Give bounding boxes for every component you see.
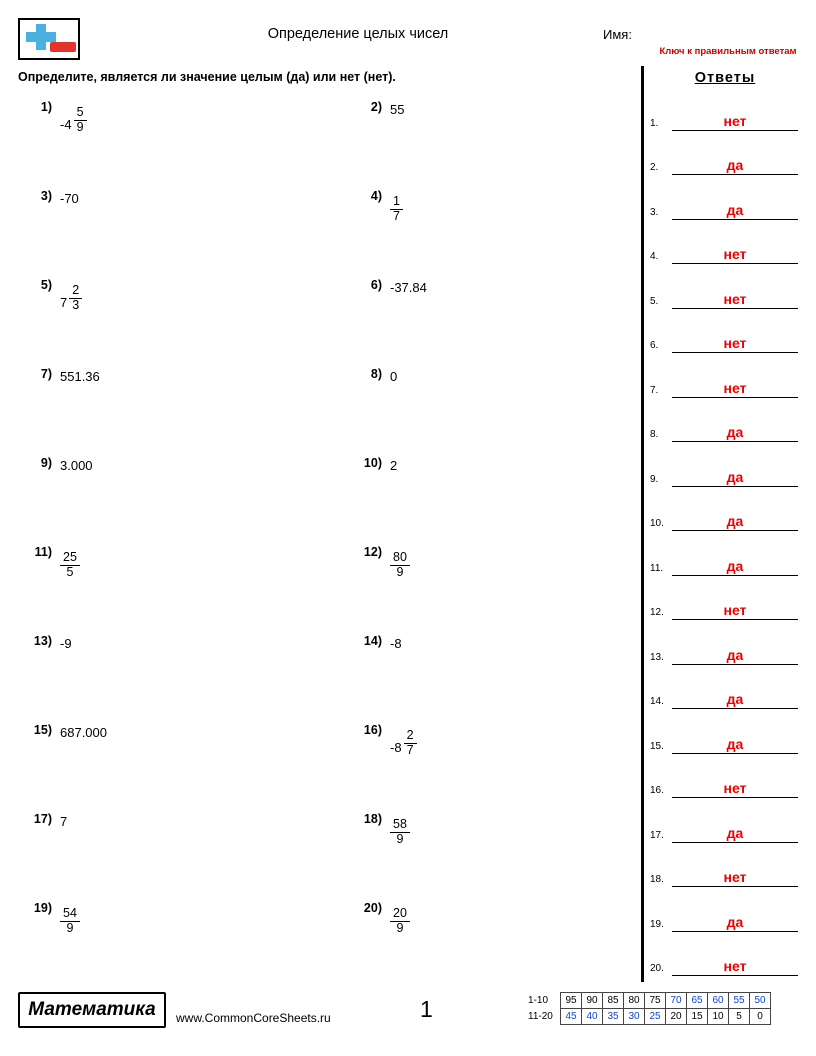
- fraction: [69, 284, 82, 312]
- logo-red-bar: [50, 42, 76, 52]
- problem-value: [60, 907, 80, 935]
- answer-index: 20.: [650, 963, 664, 974]
- answer-index: 3.: [650, 206, 659, 218]
- problem-value: -37.84: [390, 280, 427, 295]
- answer-value: да: [726, 424, 744, 440]
- problem-item: [348, 897, 628, 986]
- answer-value: да: [726, 513, 744, 529]
- fraction: [390, 907, 410, 935]
- answer-value: нет: [723, 335, 747, 351]
- answer-row: [650, 309, 800, 354]
- fraction-denominator: 9: [66, 920, 74, 935]
- score-cell: 75: [645, 993, 666, 1009]
- fraction-numerator: 80: [390, 551, 410, 566]
- fraction-denominator: 9: [396, 831, 404, 846]
- answer-index: 18.: [650, 874, 664, 885]
- problem-number: 17): [33, 812, 52, 826]
- problem-number: 8): [370, 367, 382, 381]
- problem-number: 7): [40, 367, 52, 381]
- answers-panel: [650, 66, 800, 976]
- score-row: [528, 993, 771, 1009]
- problem-number: 4): [370, 189, 382, 203]
- vertical-divider: [641, 66, 644, 982]
- fraction: [390, 818, 410, 846]
- problem-number: 3): [40, 189, 52, 203]
- problem-item: [348, 630, 628, 719]
- problem-value: -9: [60, 636, 72, 651]
- score-cell: 45: [561, 1009, 582, 1025]
- problem-number: 1): [40, 100, 52, 114]
- answer-index: 2.: [650, 162, 659, 173]
- answer-row: [650, 353, 800, 398]
- answer-index: 1.: [650, 117, 659, 129]
- problem-item: [18, 541, 298, 630]
- problem-value: 0: [390, 369, 398, 384]
- answer-row: [650, 843, 800, 888]
- answer-value: нет: [723, 379, 747, 396]
- answer-index: 8.: [650, 429, 659, 440]
- answer-row: [650, 665, 800, 710]
- answer-row: [650, 620, 800, 665]
- score-cell: 95: [561, 993, 582, 1009]
- logo-plus-horizontal-bar: [26, 32, 56, 42]
- problem-item: [348, 452, 628, 541]
- answer-row: [650, 220, 800, 265]
- fraction-denominator: 9: [76, 119, 84, 134]
- problem-item: [18, 274, 298, 363]
- answer-index: 6.: [650, 340, 659, 351]
- answer-index: 5.: [650, 295, 659, 307]
- answers-title: Ответы: [694, 70, 756, 86]
- problem-item: [18, 719, 298, 808]
- mixed-whole-part: 7: [60, 294, 68, 310]
- answer-row: [650, 754, 800, 799]
- math-plus-logo-icon: [18, 18, 80, 60]
- answer-value: нет: [723, 869, 747, 885]
- problem-value: [390, 907, 410, 935]
- problem-item: [348, 808, 628, 897]
- fraction-denominator: 7: [406, 742, 414, 757]
- problem-number: 5): [40, 278, 52, 292]
- answer-value: нет: [723, 958, 747, 974]
- problem-number: 19): [33, 901, 52, 915]
- problem-number: 11): [34, 545, 52, 559]
- problem-number: 20): [363, 901, 382, 915]
- answer-index: 14.: [650, 696, 664, 707]
- answer-value: нет: [723, 780, 747, 796]
- score-cell: 50: [750, 993, 771, 1009]
- problem-number: 15): [33, 723, 52, 737]
- problem-number: 2): [370, 100, 382, 114]
- score-table: [528, 992, 771, 1025]
- score-cell: 10: [708, 1009, 729, 1025]
- problem-item: [348, 719, 628, 808]
- score-cell: 90: [582, 993, 603, 1009]
- answer-value: да: [726, 557, 744, 574]
- fraction-numerator: 58: [390, 818, 410, 833]
- score-cell: 80: [624, 993, 645, 1009]
- answer-value: нет: [723, 112, 747, 129]
- fraction: [390, 195, 403, 223]
- page-header: [18, 18, 798, 60]
- answer-value: нет: [723, 246, 747, 262]
- score-cell: 15: [687, 1009, 708, 1025]
- fraction-numerator: 1: [390, 195, 403, 210]
- answer-value: да: [726, 824, 744, 841]
- answer-index: 13.: [650, 651, 664, 663]
- fraction: [60, 907, 80, 935]
- answer-value: нет: [723, 290, 747, 307]
- answer-index: 12.: [650, 607, 664, 618]
- problem-value: [60, 284, 82, 312]
- problem-value: 2: [390, 458, 398, 473]
- fraction-numerator: 25: [60, 551, 80, 566]
- fraction-denominator: 7: [393, 208, 400, 223]
- fraction-numerator: 20: [390, 907, 410, 922]
- problem-value: -70: [60, 191, 79, 206]
- answer-row: [650, 442, 800, 487]
- answer-index: 11.: [650, 562, 664, 574]
- problem-item: [18, 630, 298, 719]
- fraction: [404, 729, 417, 757]
- problem-number: 13): [33, 634, 52, 648]
- problem-item: [18, 452, 298, 541]
- answer-index: 4.: [650, 251, 659, 262]
- score-cell: 20: [666, 1009, 687, 1025]
- problem-value: [390, 818, 410, 846]
- answer-index: 7.: [650, 384, 659, 396]
- score-cell: 55: [729, 993, 750, 1009]
- answer-row: [650, 487, 800, 532]
- answer-value: нет: [723, 602, 747, 618]
- mixed-whole-part: -4: [60, 116, 72, 132]
- fraction-numerator: 2: [404, 729, 417, 744]
- fraction: [60, 551, 80, 579]
- answer-index: 9.: [650, 473, 659, 485]
- answer-value: да: [726, 646, 744, 663]
- answer-value: да: [726, 691, 744, 707]
- score-cell: 40: [582, 1009, 603, 1025]
- page-title: Определение целых чисел: [267, 26, 449, 42]
- problem-number: 6): [370, 278, 382, 292]
- fraction: [390, 551, 410, 579]
- problem-number: 18): [363, 812, 382, 826]
- problem-number: 10): [363, 456, 382, 470]
- problem-value: -8: [390, 636, 402, 651]
- problem-value: [390, 195, 403, 223]
- answer-row: [650, 264, 800, 309]
- answer-row: [650, 932, 800, 977]
- problem-item: [348, 363, 628, 452]
- fraction-denominator: 3: [72, 297, 80, 312]
- answer-row: [650, 175, 800, 220]
- problem-item: [348, 541, 628, 630]
- problem-value: [390, 729, 417, 757]
- answer-index: 19.: [650, 918, 664, 930]
- problem-item: [18, 808, 298, 897]
- score-cell: 70: [666, 993, 687, 1009]
- footer-url: www.CommonCoreSheets.ru: [176, 1011, 331, 1025]
- instructions-text: Определите, является ли значение целым (да) или нет (нет).: [18, 70, 396, 84]
- answer-row: [650, 398, 800, 443]
- answer-index: 17.: [650, 829, 664, 841]
- answer-row: [650, 798, 800, 843]
- answer-value: да: [726, 913, 744, 930]
- fraction-numerator: 54: [60, 907, 80, 922]
- answer-row: [650, 576, 800, 621]
- answer-value: да: [726, 468, 744, 485]
- footer-brand-box: [18, 992, 166, 1028]
- score-cell: 35: [603, 1009, 624, 1025]
- fraction: [74, 106, 87, 134]
- fraction-denominator: 5: [66, 564, 74, 579]
- answer-row: [650, 887, 800, 932]
- problem-value: 7: [60, 814, 68, 829]
- score-row-label: 1-10: [528, 995, 549, 1006]
- mixed-whole-part: -8: [390, 739, 402, 755]
- score-cell: 60: [708, 993, 729, 1009]
- answer-row: [650, 131, 800, 176]
- fraction-denominator: 9: [396, 564, 404, 579]
- problem-value: [390, 551, 410, 579]
- answer-index: 15.: [650, 740, 664, 752]
- problem-item: [18, 185, 298, 274]
- problem-item: [348, 185, 628, 274]
- score-row: [528, 1009, 771, 1025]
- answer-value: да: [726, 735, 744, 752]
- answer-row: [650, 531, 800, 576]
- problem-value: 551.36: [60, 369, 100, 384]
- score-cell: 25: [645, 1009, 666, 1025]
- answer-value: да: [726, 157, 744, 173]
- footer-brand-label: Математика: [28, 999, 156, 1020]
- problem-value: [60, 551, 80, 579]
- problem-item: [18, 96, 298, 185]
- answer-value: да: [726, 201, 744, 218]
- score-row-label: 11-20: [528, 1011, 553, 1022]
- fraction-denominator: 9: [396, 920, 404, 935]
- answers-rows: [650, 86, 800, 976]
- score-cell: 5: [729, 1009, 750, 1025]
- problem-item: [348, 96, 628, 185]
- answer-row: [650, 86, 800, 131]
- answer-index: 10.: [650, 518, 664, 529]
- problem-number: 9): [40, 456, 52, 470]
- score-cell: 0: [750, 1009, 771, 1025]
- score-cell: 65: [687, 993, 708, 1009]
- answer-index: 16.: [650, 785, 664, 796]
- score-cell: 30: [624, 1009, 645, 1025]
- problem-value: 3.000: [60, 458, 93, 473]
- answer-key-label: Ключ к правильным ответам: [659, 46, 797, 57]
- page-number: 1: [420, 996, 433, 1022]
- problem-value: 55: [390, 102, 405, 117]
- problem-item: [18, 897, 298, 986]
- problem-number: 14): [363, 634, 382, 648]
- problem-value: [60, 106, 87, 134]
- problem-value: 687.000: [60, 725, 107, 740]
- problem-number: 12): [363, 545, 382, 559]
- fraction-numerator: 2: [69, 284, 82, 299]
- problem-item: [348, 274, 628, 363]
- answer-row: [650, 709, 800, 754]
- problem-item: [18, 363, 298, 452]
- fraction-numerator: 5: [74, 106, 87, 121]
- score-cell: 85: [603, 993, 624, 1009]
- problem-list: [18, 96, 628, 966]
- problem-number: 16): [363, 723, 382, 737]
- name-label: Имя:: [603, 27, 632, 42]
